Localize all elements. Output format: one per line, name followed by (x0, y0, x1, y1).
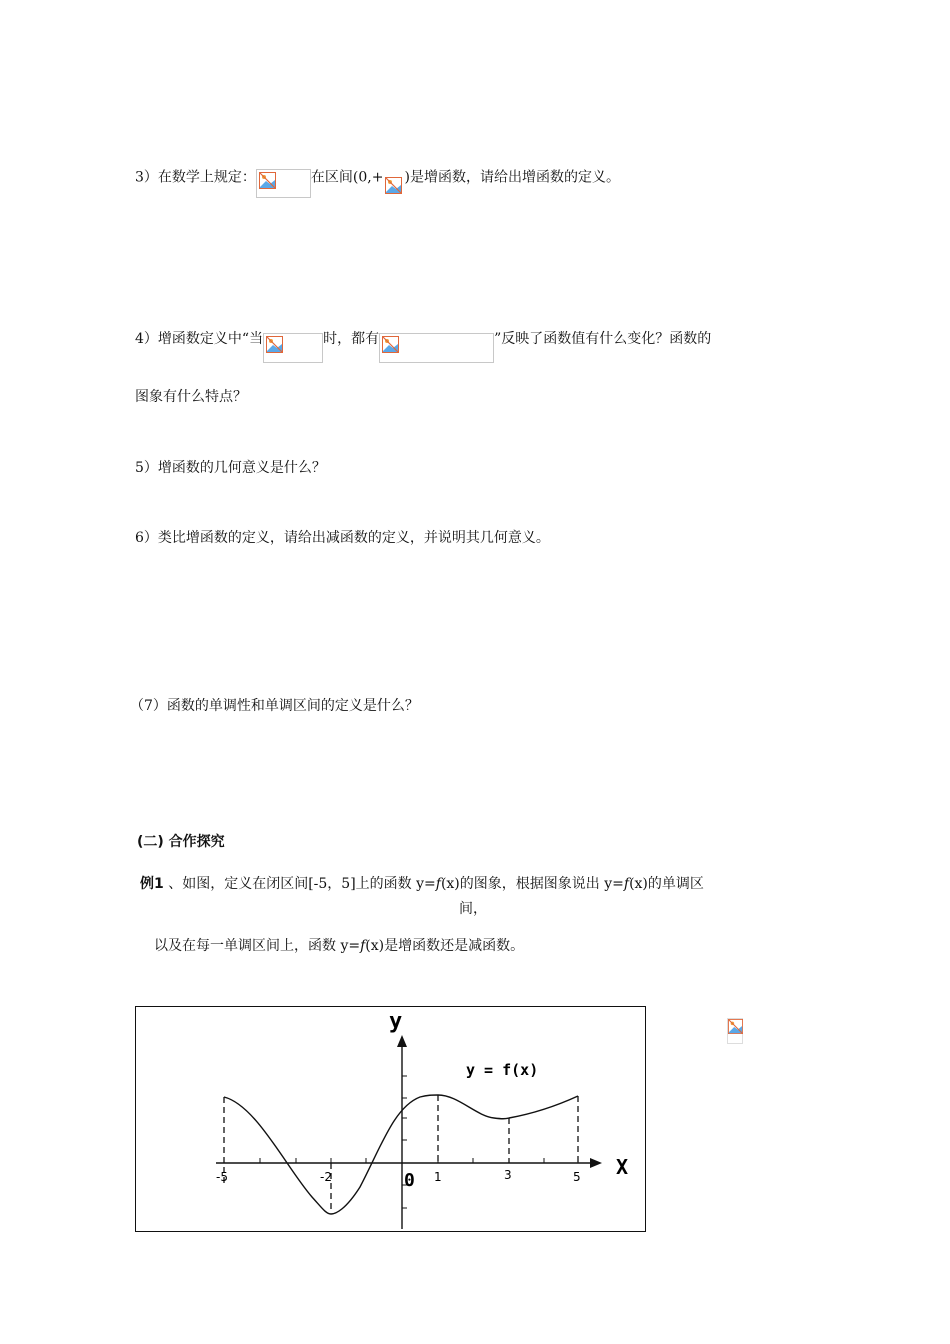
example-line2-a: 以及在每一单调区间上，函数 y= (154, 938, 361, 954)
function-curve (224, 1095, 578, 1214)
example-label: 例1 (140, 876, 164, 892)
example-fx-1: f (435, 876, 441, 892)
example-line2-f: f (360, 938, 366, 954)
tick-label-5: 5 (573, 1170, 581, 1184)
q4-text-after: ”反映了函数值有什么变化？函数的 (494, 331, 712, 347)
example-text-2: (x)的图象，根据图象说出 y= (440, 876, 624, 892)
origin-label: 0 (404, 1170, 415, 1191)
example-1-line1 (140, 873, 704, 893)
q4-text-before: 4）增函数定义中“当 (135, 331, 264, 347)
question-4 (135, 324, 711, 354)
example-text-3: (x)的单调区 (629, 876, 704, 892)
broken-image-icon (383, 175, 404, 197)
example-1-line2 (154, 935, 524, 955)
graph-canvas (136, 1007, 647, 1233)
x-axis-arrow (590, 1158, 602, 1168)
example-text-1: 、如图，定义在闭区间[-5，5]上的函数 y= (163, 876, 436, 892)
broken-image-icon (256, 169, 311, 198)
broken-image-icon (263, 333, 323, 363)
section-heading: (二) 合作探究 (137, 834, 225, 850)
question-7: （7）函数的单调性和单调区间的定义是什么？ (130, 698, 419, 714)
dashed-guides (224, 1095, 578, 1213)
y-axis-arrow (397, 1035, 407, 1047)
x-tick-marks (224, 1158, 578, 1163)
tick-label-minus5: -5 (216, 1170, 228, 1184)
broken-image-icon (727, 1018, 743, 1044)
tick-label-minus2: -2 (320, 1170, 332, 1184)
example-fx-2: f (623, 876, 630, 892)
question-4-line2: 图象有什么特点？ (135, 389, 247, 405)
function-graph (135, 1006, 646, 1232)
x-axis-label: X (616, 1155, 629, 1179)
q4-text-middle: 时，都有 (323, 331, 380, 347)
broken-image-icon (379, 333, 494, 363)
tick-label-3: 3 (504, 1168, 512, 1182)
function-label: y = f(x) (466, 1061, 539, 1079)
example-1-line1-wrap: 间， (459, 901, 487, 917)
y-axis-label: y (389, 1009, 403, 1034)
question-3 (135, 163, 620, 192)
example-line2-b: (x)是增函数还是减函数。 (365, 938, 525, 954)
q3-text-after: )是增函数，请给出增函数的定义。 (404, 169, 620, 186)
q3-text-before: 3）在数学上规定： (135, 169, 256, 186)
question-5: 5）增函数的几何意义是什么？ (135, 460, 326, 476)
question-6: 6）类比增函数的定义，请给出减函数的定义，并说明其几何意义。 (135, 530, 550, 546)
tick-label-1: 1 (434, 1170, 442, 1184)
q3-text-middle: 在区间(0,+ (310, 169, 384, 186)
